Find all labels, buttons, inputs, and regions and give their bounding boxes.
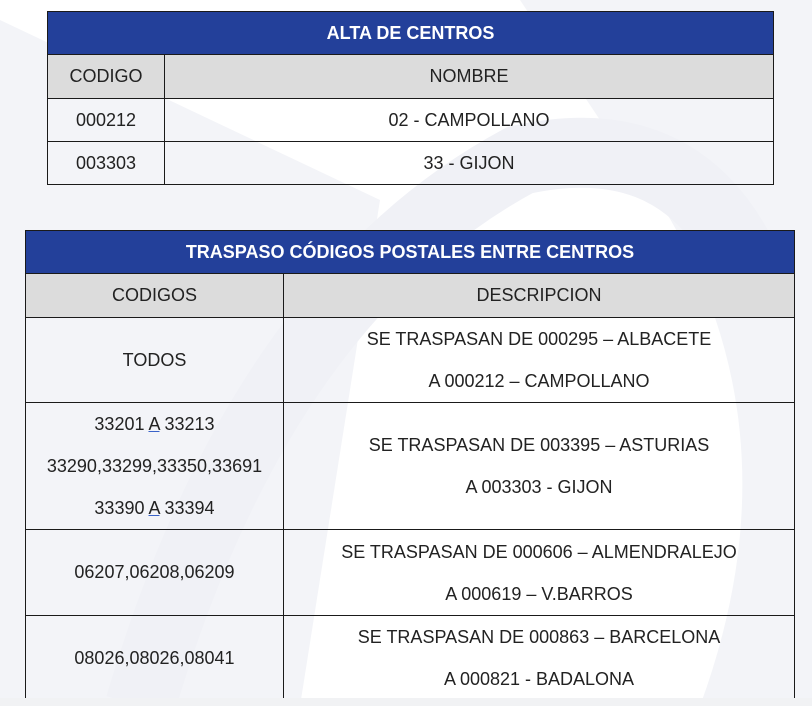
traspaso-title: TRASPASO CÓDIGOS POSTALES ENTRE CENTROS (26, 231, 795, 274)
range-link[interactable]: A (148, 414, 160, 434)
descripcion-cell (284, 318, 795, 403)
col-nombre-header: NOMBRE (165, 55, 774, 99)
codigos-line: TODOS (122, 349, 187, 370)
codigos-line: 33290,33299,33350,33691 (46, 456, 263, 476)
descripcion-cell (284, 616, 795, 701)
alta-title: ALTA DE CENTROS (48, 12, 774, 55)
codigos-cell (26, 318, 284, 403)
table-row (26, 318, 795, 403)
descripcion-line: A 003303 - GIJON (465, 477, 613, 497)
descripcion-line: A 000821 - BADALONA (443, 669, 635, 689)
codigos-line: 33201 A 33213 (94, 414, 215, 434)
descripcion-line: SE TRASPASAN DE 003395 – ASTURIAS (368, 435, 710, 455)
page-footer-strip (0, 698, 812, 706)
alta-centros-table (47, 11, 774, 185)
table-row (48, 99, 774, 142)
descripcion-cell (284, 530, 795, 616)
codigos-line: 33390 A 33394 (94, 498, 215, 518)
codigos-cell: 06207,06208,06209 (26, 530, 284, 616)
traspaso-table (25, 230, 795, 701)
descripcion-line: A 000619 – V.BARROS (445, 583, 633, 604)
nombre-cell: 33 - GIJON (165, 142, 774, 185)
col-descripcion-header: DESCRIPCION (284, 274, 795, 318)
codigo-cell: 003303 (48, 142, 165, 185)
descripcion-line: SE TRASPASAN DE 000606 – ALMENDRALEJO (341, 541, 737, 562)
descripcion-cell (284, 403, 795, 530)
codigos-cell: 08026,08026,08041 (26, 616, 284, 701)
descripcion-line: SE TRASPASAN DE 000295 – ALBACETE (366, 329, 712, 349)
codigo-cell: 000212 (48, 99, 165, 142)
range-link[interactable]: A (148, 498, 160, 518)
table-row (26, 530, 795, 616)
codigos-cell (26, 403, 284, 530)
col-codigos-header: CODIGOS (26, 274, 284, 318)
descripcion-line: A 000212 – CAMPOLLANO (428, 371, 650, 391)
table-row (26, 616, 795, 701)
col-codigo-header: CODIGO (48, 55, 165, 99)
nombre-cell: 02 - CAMPOLLANO (165, 99, 774, 142)
descripcion-line: SE TRASPASAN DE 000863 – BARCELONA (357, 627, 721, 647)
table-row (26, 403, 795, 530)
table-row (48, 142, 774, 185)
